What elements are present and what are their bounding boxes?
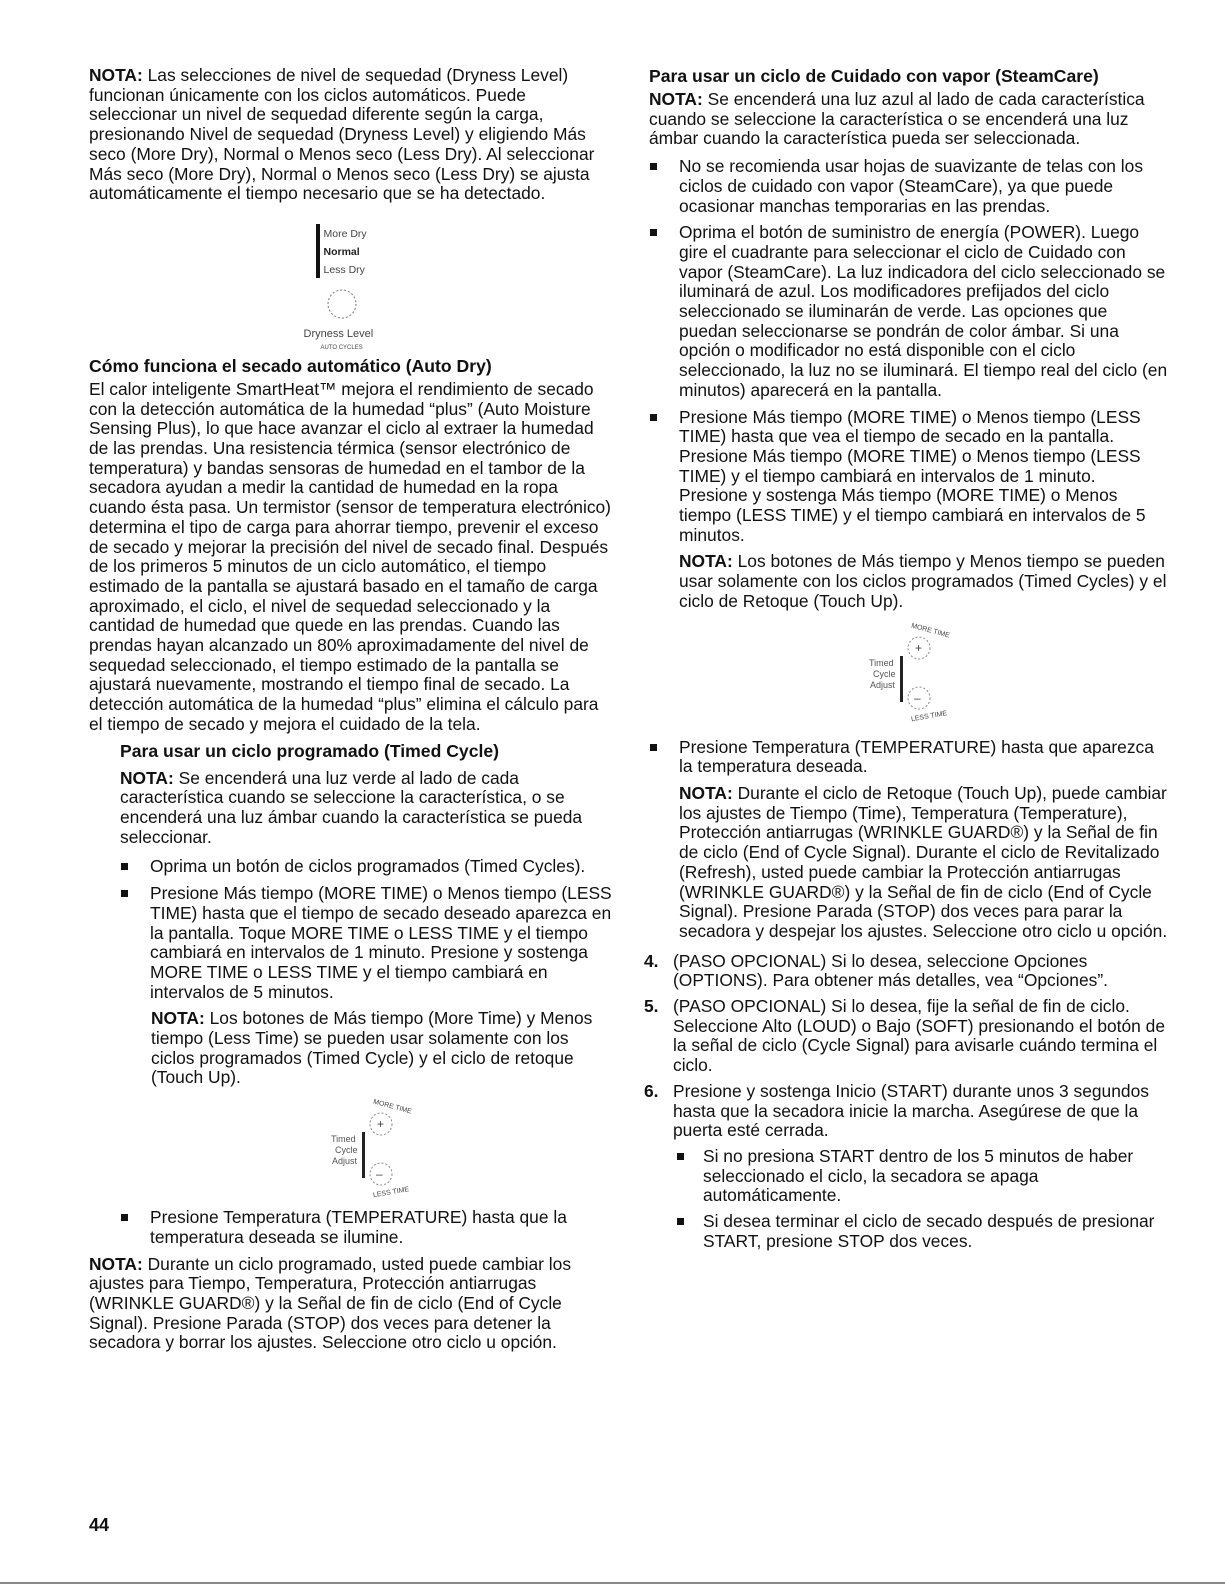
svg-text:+: + [377,1117,385,1132]
step-item: 6. Presione y sostenga Inicio (START) durante unos 3 segundos hasta que la secadora inicie la marcha. Asegúrese de que la puerta esté cerrada. [644,1080,1149,1141]
svg-text:Timed: Timed [331,1134,356,1145]
time-adjust-buttons-icon [849,618,959,728]
bullet-icon [650,163,657,170]
svg-text:LESS TIME: LESS TIME [910,709,948,723]
svg-text:Adjust: Adjust [332,1156,358,1167]
timed-cycle-heading: Para usar un ciclo programado (Timed Cycle) [120,740,500,761]
more-dry-label: More Dry [323,227,367,240]
less-dry-label: Less Dry [323,263,365,276]
list-item: Presione Temperatura (TEMPERATURE) hasta que aparezca la temperatura deseada. [649,738,1168,777]
list-item: Si no presiona START dentro de los 5 minutos de haber seleccionado el ciclo, la secadora se apaga automáticamente. [673,1147,1168,1206]
step-item: 5. (PASO OPCIONAL) Si lo desea, fije la señal de fin de ciclo. Seleccione Alto (LOUD) o Bajo (SOFT) presionando el botón de la señal de ciclo (Cycle Signal) para avisarle cuándo termina el ciclo. [644,996,1166,1076]
list-item: Presione Temperatura (TEMPERATURE) hasta que la temperatura deseada se ilumine. [120,1208,612,1247]
auto-cycles-label: AUTO CYCLES [320,344,363,351]
time-adjust-buttons-icon [311,1094,421,1204]
normal-label: Normal [323,245,360,258]
svg-text:LESS TIME: LESS TIME [372,1186,410,1200]
step-item: 4. (PASO OPCIONAL) Si lo desea, seleccione Opciones (OPTIONS). Para obtener más detalles, vea “Opciones”. [644,950,1108,991]
steamcare-note-2: NOTA: Los botones de Más tiempo y Menos tiempo se pueden usar solamente con los ciclos programados (Timed Cycles) y el ciclo de Retoque (Touch Up). [679,551,1167,611]
bullet-icon [121,890,128,897]
bullet-icon [677,1153,684,1160]
timed-note-3: NOTA: Durante un ciclo programado, usted puede cambiar los ajustes para Tiempo, Temperatura, Protección antiarrugas (WRINKLE GUARD®) y la Señal de fin de ciclo (End of Cycle Signal). Presione Parada (STOP) dos veces para detener la secadora y borrar los ajustes. Seleccione otro ciclo u opción. [89,1253,572,1353]
svg-text:Cycle: Cycle [335,1145,358,1156]
timed-note-2: NOTA: Los botones de Más tiempo (More Time) y Menos tiempo (Less Time) se pueden usar solamente con los ciclos programados (Timed Cycle) y el ciclo de retoque (Touch Up). [151,1008,593,1088]
sub-list [673,1147,1168,1252]
svg-text:+: + [915,640,923,655]
svg-text:MORE TIME: MORE TIME [372,1098,413,1116]
list-item: Si desea terminar el ciclo de secado después de presionar START, presione STOP dos veces. [673,1212,1168,1251]
list-item: Oprima un botón de ciclos programados (Timed Cycles). [120,857,612,877]
bottom-rule [0,1582,1225,1584]
dryness-indicator-bar [316,224,320,278]
svg-text:Adjust: Adjust [870,679,896,690]
dryness-button-icon [325,287,359,321]
bullet-icon [121,1214,128,1221]
page-number: 44 [89,1515,110,1535]
svg-text:–: – [914,690,921,705]
timed-note: NOTA: Se encenderá una luz verde al lado de cada característica cuando se seleccione la característica, o se encenderá una luz ámbar cuando la característica se pueda seleccionar. [120,767,583,847]
right-column [644,66,1168,1257]
steamcare-note-3: NOTA: Durante el ciclo de Retoque (Touch Up), puede cambiar los ajustes de Tiempo (Time), Temperatura (Temperature), Protección antiarrugas (WRINKLE GUARD®) y la Señal de fin de ciclo (End of Cycle Signal). Durante el ciclo de Revitalizado (Refresh), usted puede cambiar la Protección antiarrugas (WRINKLE GUARD®) y la Señal de fin de ciclo (End of Cycle Signal). Presione Parada (STOP) dos veces para parar la secadora y despejar los ajustes. Seleccione otro ciclo u opción. [679,782,1168,941]
list-item: No se recomienda usar hojas de suavizante de telas con los ciclos de cuidado con vapor (SteamCare), ya que puede ocasionar manchas temporarias en las prendas. [649,157,1168,216]
auto-dry-text: El calor inteligente SmartHeat™ mejora el rendimiento de secado con la detección automática de la humedad “plus” (Auto Moisture Sensing Plus), lo que hace avanzar el ciclo al extraer la humedad de las prendas. Una resistencia térmica (sensor electrónico de temperatura) y bandas sensoras de humedad en el tambor de la secadora ayudan a medir la cantidad de humedad en la ropa cuando ésta pasa. Un termistor (sensor de temperatura electrónico) determina el tipo de carga para ahorrar tiempo, prevenir el exceso de secado y mejorar la precisión del nivel de secado final. Después de los primeros 5 minutos de un ciclo automático, el tiempo estimado de la pantalla se ajustará basado en el tamaño de carga aproximado, el ciclo, el nivel de sequedad seleccionado y la cantidad de humedad que quede en las prendas. Cuando las prendas hayan alcanzado un 80% aproximadamente del nivel de sequedad seleccionado, el tiempo estimado de la pantalla se ajustará nuevamente, mostrando el tiempo final de secado. La detección automática de la humedad “plus” elimina el cálculo para el tiempo de secado y mejora el cuidado de la tela. [89,378,611,734]
dryness-level-label: Dryness Level [303,327,374,340]
bullet-icon [650,414,657,421]
timed-cycle-adjust-figure [311,1094,421,1204]
left-column [89,66,612,1359]
steamcare-note: NOTA: Se encenderá una luz azul al lado de cada característica cuando se seleccione la característica o se encenderá una luz ámbar cuando la característica pueda ser seleccionada. [649,89,1145,149]
svg-text:–: – [376,1167,383,1182]
bullet-icon [650,229,657,236]
bullet-icon [121,863,128,870]
list-item: Presione Más tiempo (MORE TIME) o Menos tiempo (LESS TIME) hasta que vea el tiempo de secado en la pantalla. Presione Más tiempo (MORE TIME) o Menos tiempo (LESS TIME) y el tiempo cambiará en intervalos de 1 minuto. Presione y sostenga Más tiempo (MORE TIME) o Menos tiempo (LESS TIME) y el tiempo cambiará en intervalos de 5 minutos. [649,408,1168,546]
timed-cycle-adjust-figure [849,618,959,728]
bullet-icon [677,1218,684,1225]
bullet-icon [650,744,657,751]
list-item: Oprima el botón de suministro de energía (POWER). Luego gire el cuadrante para seleccionar el ciclo de Cuidado con vapor (SteamCare). La luz indicadora del ciclo seleccionado se iluminará de azul. Los modificadores prefijados del ciclo seleccionado se iluminarán de verde. Las opciones que puedan seleccionarse se pondrán de color ámbar. Si una opción o modificador no está disponible con el ciclo seleccionado, la luz no se iluminará. El tiempo real del ciclo (en minutos) aparecerá en la pantalla. [649,223,1168,400]
dryness-note: NOTA: Las selecciones de nivel de sequedad (Dryness Level) funcionan únicamente con los ciclos automáticos. Puede seleccionar un nivel de sequedad diferente según la carga, presionando Nivel de sequedad (Dryness Level) y eligiendo Más seco (More Dry), Normal o Menos seco (Less Dry). Al seleccionar Más seco (More Dry), Normal o Menos seco (Less Dry) se ajusta automáticamente el tiempo necesario que se ha detectado. [89,65,595,204]
auto-dry-heading: Cómo funciona el secado automático (Auto Dry) [89,355,492,376]
svg-text:Timed: Timed [869,657,894,668]
timed-cycle-section [120,741,612,1248]
steamcare-heading: Para usar un ciclo de Cuidado con vapor (SteamCare) [649,66,1099,86]
dryness-level-figure [291,214,411,351]
list-item: Presione Más tiempo (MORE TIME) o Menos tiempo (LESS TIME) hasta que el tiempo de secado deseado aparezca en la pantalla. Toque MORE TIME o LESS TIME y el tiempo cambiará en intervalos de 1 minuto. Presione y sostenga MORE TIME o LESS TIME y el tiempo cambiará en intervalos de 5 minutos. [120,884,612,1002]
svg-text:MORE TIME: MORE TIME [910,622,951,640]
svg-text:Cycle: Cycle [873,668,896,679]
